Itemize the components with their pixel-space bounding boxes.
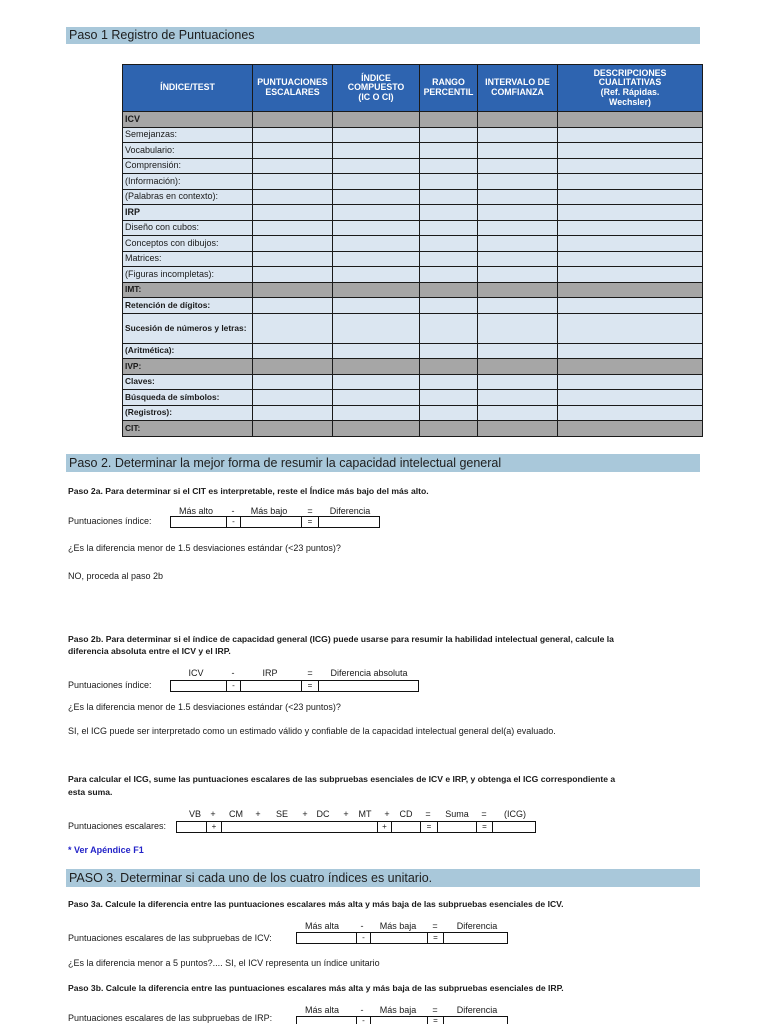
paso1-title: Paso 1 Registro de Puntuaciones [69,28,255,42]
paso3-header-bar [66,869,700,887]
table-row [123,127,703,143]
col-header-indice-compuesto: ÍNDICE COMPUESTO (IC O CI) [333,65,420,112]
puntuaciones-escalares-cell [253,313,333,343]
icg-label-cm: CM [229,809,243,819]
table-row [123,390,703,406]
indice-compuesto-cell [333,359,420,375]
paso2a-diferencia-box [318,516,380,528]
intervalo-confianza-cell [478,298,558,314]
row-label: CIT: [123,421,253,437]
table-row [123,405,703,421]
scores-table-body [123,112,703,437]
icg-label-mt: MT [358,809,372,819]
rango-percentil-cell [420,343,478,359]
table-row [123,421,703,437]
indice-compuesto-cell [333,174,420,190]
intervalo-confianza-cell [478,282,558,298]
table-row [123,374,703,390]
paso3a-mas-alta-box [296,932,357,944]
descripcion-cualitativa-cell [558,298,703,314]
indice-compuesto-cell [333,189,420,205]
icg-label-dc: DC [316,809,330,819]
scores-table [122,64,703,437]
descripcion-cualitativa-cell [558,282,703,298]
icg-equals-op: = [420,821,438,833]
descripcion-cualitativa-cell [558,112,703,128]
paso2b-label-icv: ICV [188,668,204,678]
icg-label-icg: (ICG) [504,809,526,819]
indice-compuesto-cell [333,343,420,359]
indice-compuesto-cell [333,127,420,143]
indice-compuesto-cell [333,251,420,267]
intervalo-confianza-cell [478,374,558,390]
table-row [123,313,703,343]
descripcion-cualitativa-cell [558,359,703,375]
rango-percentil-cell [420,189,478,205]
paso3b-diferencia-box [443,1016,508,1024]
puntuaciones-escalares-cell [253,405,333,421]
intervalo-confianza-cell [478,251,558,267]
row-label: Sucesión de números y letras: [123,313,253,343]
icg-label-equals: = [481,809,487,819]
paso2a-minus-op: - [226,516,241,528]
paso2b-row-label: Puntuaciones índice: [68,680,152,690]
indice-compuesto-cell [333,267,420,283]
indice-compuesto-cell [333,205,420,221]
rango-percentil-cell [420,143,478,159]
table-row [123,220,703,236]
paso3b-equals-op: = [427,1016,444,1024]
paso3a-label-mas-baja: Más baja [379,921,417,931]
table-row [123,158,703,174]
icg-label-plus: + [255,809,261,819]
intervalo-confianza-cell [478,205,558,221]
paso2b-diferencia-absoluta-box [318,680,419,692]
icg-label-plus: + [343,809,349,819]
intervalo-confianza-cell [478,343,558,359]
descripcion-cualitativa-cell [558,267,703,283]
rango-percentil-cell [420,127,478,143]
puntuaciones-escalares-cell [253,421,333,437]
intervalo-confianza-cell [478,174,558,190]
descripcion-cualitativa-cell [558,343,703,359]
descripcion-cualitativa-cell [558,158,703,174]
row-label: Matrices: [123,251,253,267]
paso2a-row-label: Puntuaciones índice: [68,516,152,526]
rango-percentil-cell [420,298,478,314]
rango-percentil-cell [420,174,478,190]
icg-label-equals: = [425,809,431,819]
rango-percentil-cell [420,421,478,437]
row-label: IMT: [123,282,253,298]
descripcion-cualitativa-cell [558,313,703,343]
paso2b-question: ¿Es la diferencia menor de 1.5 desviaciones estándar (<23 puntos)? [68,702,341,712]
icg-row-label: Puntuaciones escalares: [68,821,167,831]
indice-compuesto-cell [333,143,420,159]
paso3a-label-equals: = [432,921,438,931]
icg-subtests-box [221,821,378,833]
paso2a-answer: NO, proceda al paso 2b [68,571,164,581]
indice-compuesto-cell [333,374,420,390]
row-label: (Aritmética): [123,343,253,359]
table-header-row [123,65,703,112]
puntuaciones-escalares-cell [253,236,333,252]
indice-compuesto-cell [333,405,420,421]
icg-label-plus: + [302,809,308,819]
puntuaciones-escalares-cell [253,220,333,236]
descripcion-cualitativa-cell [558,251,703,267]
puntuaciones-escalares-cell [253,143,333,159]
paso3b-label-diferencia: Diferencia [456,1005,498,1015]
descripcion-cualitativa-cell [558,127,703,143]
indice-compuesto-cell [333,220,420,236]
paso3a-question: ¿Es la diferencia menor a 5 puntos?.... SI, el ICV representa un índice unitario [68,958,380,968]
puntuaciones-escalares-cell [253,343,333,359]
paso3b-mas-baja-box [370,1016,428,1024]
paso2b-label-diferencia-absoluta: Diferencia absoluta [330,668,408,678]
col-header-descripciones-cualitativas: DESCRIPCIONES CUALITATIVAS (Ref. Rápidas. Wechsler) [558,65,703,112]
descripcion-cualitativa-cell [558,236,703,252]
rango-percentil-cell [420,390,478,406]
icg-label-se: SE [275,809,289,819]
paso3-title: PASO 3. Determinar si cada uno de los cuatro índices es unitario. [69,871,433,885]
row-label: Claves: [123,374,253,390]
intervalo-confianza-cell [478,143,558,159]
puntuaciones-escalares-cell [253,127,333,143]
descripcion-cualitativa-cell [558,374,703,390]
paso3a-instruction: Paso 3a. Calcule la diferencia entre las puntuaciones escalares más alta y más baja de las subpruebas esenciales de ICV. [68,899,564,909]
intervalo-confianza-cell [478,158,558,174]
descripcion-cualitativa-cell [558,205,703,221]
paso2b-label-minus: - [231,668,235,678]
icg-label-suma: Suma [445,809,469,819]
paso3b-row-label: Puntuaciones escalares de las subpruebas de IRP: [68,1013,273,1023]
icg-plus-op: + [206,821,222,833]
rango-percentil-cell [420,282,478,298]
table-row [123,359,703,375]
intervalo-confianza-cell [478,112,558,128]
rango-percentil-cell [420,405,478,421]
indice-compuesto-cell [333,298,420,314]
paso2b-minus-op: - [226,680,241,692]
paso2a-label-equals: = [307,506,313,516]
paso2a-label-minus: - [231,506,235,516]
paso2-title: Paso 2. Determinar la mejor forma de resumir la capacidad intelectual general [69,456,502,470]
row-label: Comprensión: [123,158,253,174]
puntuaciones-escalares-cell [253,267,333,283]
row-label: (Información): [123,174,253,190]
table-row [123,174,703,190]
puntuaciones-escalares-cell [253,282,333,298]
paso3b-instruction: Paso 3b. Calcule la diferencia entre las puntuaciones escalares más alta y más baja de las subpruebas esenciales de IRP. [68,983,564,993]
row-label: ICV [123,112,253,128]
intervalo-confianza-cell [478,390,558,406]
puntuaciones-escalares-cell [253,298,333,314]
paso3b-label-equals: = [432,1005,438,1015]
paso2b-answer: SI, el ICG puede ser interpretado como un estimado válido y confiable de la capacidad intelectual general del(a) evaluado. [68,726,556,736]
table-row [123,236,703,252]
row-label: (Figuras incompletas): [123,267,253,283]
descripcion-cualitativa-cell [558,174,703,190]
puntuaciones-escalares-cell [253,251,333,267]
puntuaciones-escalares-cell [253,205,333,221]
indice-compuesto-cell [333,421,420,437]
descripcion-cualitativa-cell [558,189,703,205]
icg-label-plus: + [210,809,216,819]
puntuaciones-escalares-cell [253,174,333,190]
paso3b-label-mas-alta: Más alta [304,1005,340,1015]
indice-compuesto-cell [333,282,420,298]
paso2b-instruction: Paso 2b. Para determinar si el índice de capacidad general (ICG) puede usarse para resumir la habilidad intelectual general, calcule la diferencia absoluta entre el ICV y el IRP. [68,634,614,656]
intervalo-confianza-cell [478,220,558,236]
row-label: Diseño con cubos: [123,220,253,236]
paso2b-equals-op: = [301,680,319,692]
row-label: IVP: [123,359,253,375]
paso3a-label-diferencia: Diferencia [456,921,498,931]
puntuaciones-escalares-cell [253,390,333,406]
paso2a-label-mas-alto: Más alto [178,506,214,516]
descripcion-cualitativa-cell [558,143,703,159]
rango-percentil-cell [420,236,478,252]
icg-plus-op: + [377,821,392,833]
table-row [123,143,703,159]
table-row [123,205,703,221]
row-label: (Palabras en contexto): [123,189,253,205]
paso3a-label-minus: - [360,921,364,931]
descripcion-cualitativa-cell [558,405,703,421]
col-header-rango-percentil: RANGO PERCENTIL [420,65,478,112]
paso3a-row-label: Puntuaciones escalares de las subpruebas de ICV: [68,933,272,943]
col-header-intervalo-confianza: INTERVALO DE COMFIANZA [478,65,558,112]
rango-percentil-cell [420,359,478,375]
rango-percentil-cell [420,205,478,221]
table-row [123,298,703,314]
paso1-header-bar [66,27,700,44]
icg-label-vb: VB [188,809,202,819]
table-row [123,251,703,267]
row-label: Retención de dígitos: [123,298,253,314]
rango-percentil-cell [420,374,478,390]
paso3b-minus-op: - [356,1016,371,1024]
paso2a-label-mas-bajo: Más bajo [250,506,288,516]
row-label: (Registros): [123,405,253,421]
row-label: Vocabulario: [123,143,253,159]
paso2b-irp-box [240,680,302,692]
icg-equals-op: = [476,821,493,833]
rango-percentil-cell [420,251,478,267]
indice-compuesto-cell [333,390,420,406]
paso3b-label-minus: - [360,1005,364,1015]
table-row [123,267,703,283]
intervalo-confianza-cell [478,359,558,375]
paso3a-minus-op: - [356,932,371,944]
table-row [123,343,703,359]
intervalo-confianza-cell [478,267,558,283]
table-row [123,112,703,128]
paso2a-question: ¿Es la diferencia menor de 1.5 desviaciones estándar (<23 puntos)? [68,543,341,553]
rango-percentil-cell [420,267,478,283]
intervalo-confianza-cell [478,127,558,143]
puntuaciones-escalares-cell [253,112,333,128]
paso2a-equals-op: = [301,516,319,528]
descripcion-cualitativa-cell [558,390,703,406]
intervalo-confianza-cell [478,421,558,437]
paso3a-diferencia-box [443,932,508,944]
col-header-puntuaciones-escalares: PUNTUACIONES ESCALARES [253,65,333,112]
paso2-header-bar [66,454,700,472]
paso2a-mas-bajo-box [240,516,302,528]
paso3a-mas-baja-box [370,932,428,944]
intervalo-confianza-cell [478,405,558,421]
rango-percentil-cell [420,220,478,236]
intervalo-confianza-cell [478,313,558,343]
intervalo-confianza-cell [478,236,558,252]
paso2b-icv-box [170,680,227,692]
puntuaciones-escalares-cell [253,359,333,375]
col-header-indice-test: ÍNDICE/TEST [123,65,253,112]
table-row [123,282,703,298]
icg-result-box [492,821,536,833]
indice-compuesto-cell [333,313,420,343]
puntuaciones-escalares-cell [253,189,333,205]
rango-percentil-cell [420,158,478,174]
paso3b-label-mas-baja: Más baja [379,1005,417,1015]
rango-percentil-cell [420,112,478,128]
row-label: Conceptos con dibujos: [123,236,253,252]
indice-compuesto-cell [333,112,420,128]
icg-instruction: Para calcular el ICG, sume las puntuaciones escalares de las subpruebas esenciales de ICV e IRP, y obtenga el ICG correspondiente a esta suma. [68,774,616,797]
paso2a-mas-alto-box [170,516,227,528]
paso2b-label-irp: IRP [262,668,278,678]
descripcion-cualitativa-cell [558,220,703,236]
row-label: Semejanzas: [123,127,253,143]
icg-cd-box [391,821,421,833]
icg-label-cd: CD [399,809,413,819]
paso3b-mas-alta-box [296,1016,357,1024]
puntuaciones-escalares-cell [253,158,333,174]
icg-suma-box [437,821,477,833]
intervalo-confianza-cell [478,189,558,205]
descripcion-cualitativa-cell [558,421,703,437]
table-row [123,189,703,205]
icg-label-plus: + [384,809,390,819]
apendice-note: * Ver Apéndice F1 [68,845,144,855]
paso3a-equals-op: = [427,932,444,944]
paso2a-label-diferencia: Diferencia [329,506,371,516]
indice-compuesto-cell [333,236,420,252]
indice-compuesto-cell [333,158,420,174]
row-label: Búsqueda de símbolos: [123,390,253,406]
puntuaciones-escalares-cell [253,374,333,390]
paso2a-instruction: Paso 2a. Para determinar si el CIT es interpretable, reste el Índice más bajo del más alto. [68,486,429,496]
icg-vb-box [176,821,207,833]
rango-percentil-cell [420,313,478,343]
row-label: IRP [123,205,253,221]
paso3a-label-mas-alta: Más alta [304,921,340,931]
paso2b-label-equals: = [307,668,313,678]
